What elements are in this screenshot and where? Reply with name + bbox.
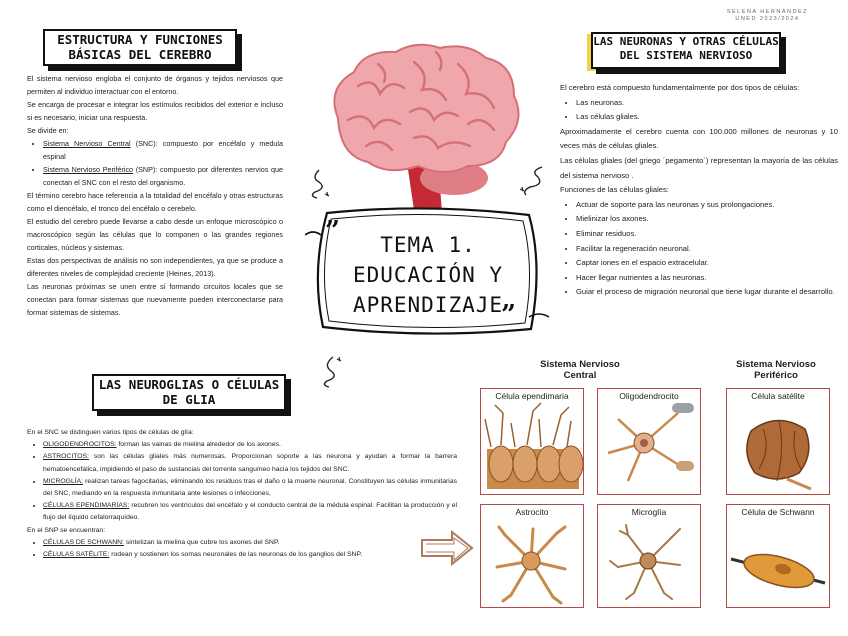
title-box-neuroglias — [92, 374, 286, 411]
title-neuronas-line2: DEL SISTEMA NERVIOSO — [619, 49, 753, 62]
oligodendrocyte-image — [598, 389, 700, 494]
cell-types-list — [560, 96, 838, 125]
item-text: rodean y sostienen los somas neuronales de las neuronas de los ganglios del SNP. — [109, 551, 363, 559]
item-label: MICROGLÍA: — [43, 477, 84, 485]
brain-illustration — [318, 38, 533, 223]
panel-caption: Oligodendrocito — [619, 391, 679, 401]
panel-caption: Microglía — [631, 507, 667, 517]
item-text: sintetizan la mielina que cubre los axones del SNP. — [123, 538, 280, 546]
paragraph: Las células gliales (del griego ´pegamento´) representan la mayoría de las células del sistema nervioso . — [560, 155, 838, 180]
title-neuroglias-line1: LAS NEUROGLIAS O CÉLULAS — [98, 377, 280, 392]
item-label: CÉLULAS DE SCHWANN: — [43, 538, 124, 546]
panel-celula-schwann — [726, 504, 830, 608]
item-text: son las células gliales más numerosas. Proporcionan soporte a las neurona y ayudan a formar la barrera hematoencefálica, impidiendo el paso de sustancias del torrente sanguíneo hacia los tejidos del SNC. — [43, 453, 457, 473]
svg-text:”: ” — [501, 300, 516, 330]
title-estructura-line1: ESTRUCTURA Y FUNCIONES — [57, 32, 223, 47]
snp-glia-list — [27, 537, 457, 561]
estructura-text — [27, 72, 283, 319]
list-item — [43, 549, 457, 561]
panel-astrocito — [480, 504, 584, 608]
astrocyte-image — [481, 505, 583, 607]
snc-label: Sistema Nervioso Central — [43, 139, 131, 148]
header-snp-line1: Sistema Nervioso — [736, 359, 816, 370]
title-box-neuronas — [591, 32, 781, 69]
item-label: ASTROCITOS: — [43, 453, 89, 461]
snp-label: Sistema Nervioso Periférico — [43, 165, 134, 174]
snc-text: (SNC): compuesto por encéfalo y medula espinal — [43, 139, 283, 161]
paragraph: Funciones de las células gliales: — [560, 185, 669, 195]
neuroglias-text — [27, 427, 457, 561]
author-course: UNED 2023/2024 — [735, 16, 800, 22]
list-item — [43, 163, 283, 189]
list-item — [43, 500, 457, 524]
ependymal-cell-image — [481, 389, 583, 494]
header-snp — [726, 359, 826, 381]
header-snc — [530, 359, 630, 381]
item-text: recubren los ventrículos del encéfalo y el conducto central de la médula espinal. Facilitan la producción y el flujo del líquido cefalorraquídeo. — [43, 502, 457, 522]
panel-microglia — [597, 504, 701, 608]
division-list — [27, 137, 283, 189]
list-item: • Captar iones en el espacio extracelular. — [576, 256, 838, 271]
title-estructura-line2: BÁSICAS DEL CEREBRO — [68, 47, 212, 62]
list-item — [43, 137, 283, 163]
panel-caption: Célula ependimaria — [495, 391, 569, 401]
panel-celula-satelite — [726, 388, 830, 495]
list-item — [43, 439, 457, 451]
paragraph: En el SNP se encuentran: — [27, 526, 106, 534]
list-item: • Actuar de soporte para las neuronas y sus prolongaciones. — [576, 198, 838, 213]
paragraph: Se divide en: — [27, 126, 69, 135]
satellite-cell-image — [727, 389, 829, 494]
list-item: • Las neuronas. — [576, 96, 838, 111]
main-title-line1: TEMA 1. — [380, 233, 476, 257]
list-item — [43, 451, 457, 475]
paragraph: El cerebro está compuesto fundamentalmente por dos tipos de células: — [560, 83, 800, 92]
glial-functions-list — [560, 198, 838, 300]
paragraph: Estas dos perspectivas de análisis no son independientes, ya que se produce a diferentes niveles de complejidad creciente (Heines, 2013). — [27, 256, 283, 278]
paragraph: El término cerebro hace referencia a la totalidad del encéfalo y otras estructuras como el diencéfalo, el tronco del encéfalo o cerebelo. — [27, 191, 283, 213]
main-title — [330, 230, 526, 320]
arrow-right-icon — [420, 530, 476, 566]
item-label: CÉLULAS SATÉLITE: — [43, 551, 110, 559]
snp-text: (SNP): compuesto por diferentes nervios que conectan el SNC con el resto del organismo. — [43, 165, 283, 187]
panel-oligodendrocito — [597, 388, 701, 495]
main-title-line3: APRENDIZAJE — [352, 293, 504, 317]
title-neuronas-line1: LAS NEURONAS Y OTRAS CÉLULAS — [593, 35, 779, 48]
paragraph: Aproximadamente el cerebro cuenta con 100.000 millones de neuronas y 10 veces más de células gliales. — [560, 126, 838, 151]
list-item: • Facilitar la regeneración neuronal. — [576, 242, 838, 257]
squiggle-decoration-icon — [516, 165, 546, 197]
panel-celula-ependimaria — [480, 388, 584, 495]
microglia-image — [598, 505, 700, 607]
svg-text:”: ” — [325, 216, 340, 246]
author-credit — [727, 9, 808, 23]
paragraph: En el SNC se distinguen varios tipos de células de glía: — [27, 429, 194, 436]
author-name: SELENA HERNÁNDEZ — [726, 9, 808, 15]
title-neuroglias-line2: DE GLIA — [162, 392, 216, 407]
list-item: • Hacer llegar nutrientes a las neuronas. — [576, 271, 838, 286]
header-snc-line1: Sistema Nervioso — [540, 359, 620, 370]
list-item: • Mielinizar los axones. — [576, 212, 838, 227]
item-text: forman las vainas de mielina alrededor de los axones. — [116, 441, 281, 449]
schwann-cell-image — [727, 505, 829, 607]
main-title-line2: EDUCACIÓN Y — [352, 263, 504, 287]
squiggle-decoration-icon — [305, 168, 335, 200]
paragraph: El sistema nervioso engloba el conjunto de órganos y tejidos nerviosos que permiten al individuo interactuar con el entorno. — [27, 74, 283, 96]
panel-caption: Célula de Schwann — [741, 507, 815, 517]
item-label: CÉLULAS EPENDIMARIAS: — [43, 502, 130, 510]
neuronas-text — [560, 81, 838, 300]
header-snp-line2: Periférico — [754, 370, 798, 381]
paragraph: Las neuronas próximas se unen entre sí formando circuitos locales que se conectan para formar sistemas que nuevamente pueden interconectarse para formar sistemas de sistemas. — [27, 282, 283, 317]
snc-glia-list — [27, 439, 457, 524]
list-item — [43, 476, 457, 500]
title-box-estructura — [43, 29, 237, 66]
paragraph: El estudio del cerebro puede llevarse a cabo desde un enfoque microscópico o macroscópico según las células que lo componen o las grandes regiones corticales, núcleos y sistemas. — [27, 217, 283, 252]
list-item: • Guiar el proceso de migración neuronal que tiene lugar durante el desarrollo. — [576, 285, 838, 300]
panel-caption: Célula satélite — [751, 391, 805, 401]
item-text: realizan tareas fagocitarias, eliminando los residuos tras el daño o la muerte neuronal. Constituyen las células inmunitarias del SNC, mediando en la respuesta inmunitaria ante lesiones o infecciones, — [43, 477, 457, 498]
header-snc-line2: Central — [563, 370, 597, 381]
item-label: OLIGODENDROCITOS: — [43, 441, 117, 449]
list-item: • Eliminar residuos. — [576, 227, 838, 242]
list-item — [43, 537, 457, 549]
panel-caption: Astrocito — [515, 507, 549, 517]
squiggle-decoration-icon — [315, 355, 345, 389]
list-item: • Las células gliales. — [576, 110, 838, 125]
paragraph: Se encarga de procesar e integrar los estímulos recibidos del exterior e incluso si es necesario, iniciar una respuesta. — [27, 100, 283, 122]
